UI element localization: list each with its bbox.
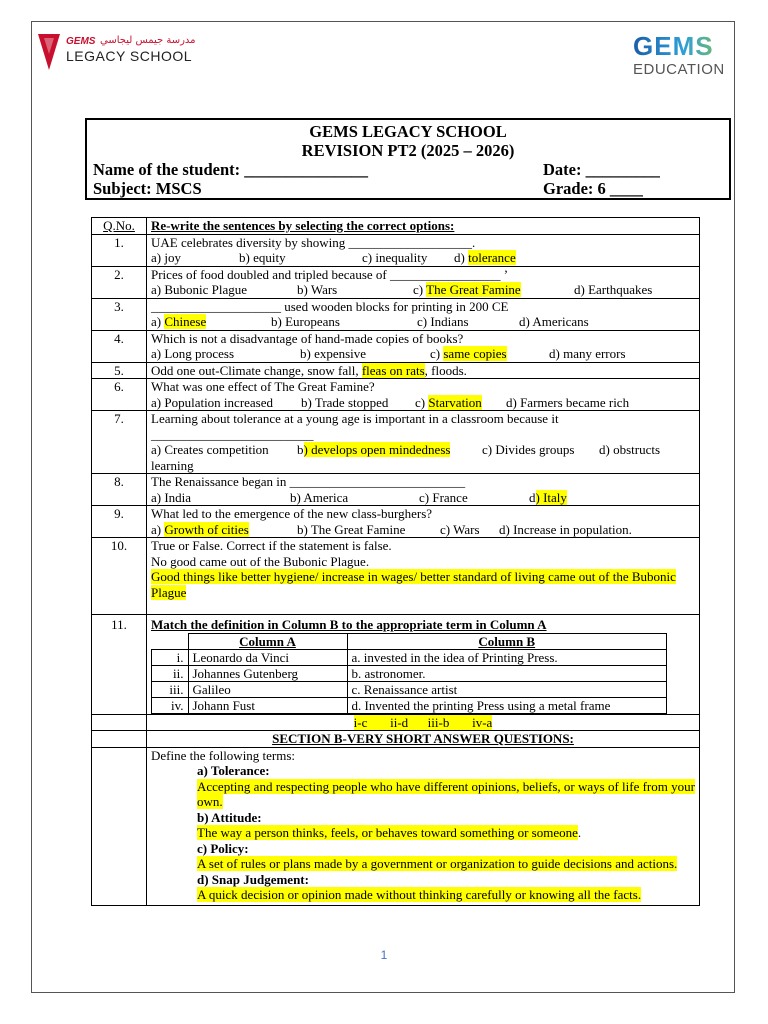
section-b-heading: SECTION B-VERY SHORT ANSWER QUESTIONS:	[147, 731, 700, 748]
revision-title: REVISION PT2 (2025 – 2026)	[301, 141, 515, 160]
question-row-5	[92, 362, 700, 379]
question-row-3	[92, 298, 700, 330]
options-row	[151, 490, 695, 506]
option-d: d) Earthquakes	[574, 282, 653, 297]
option-d: d) many errors	[549, 346, 626, 361]
definition-attitude: The way a person thinks, feels, or behaves toward something or someone.	[197, 825, 582, 840]
question-text: What led to the emergence of the new class-burghers?	[151, 506, 433, 521]
question-number: 8.	[92, 474, 147, 506]
options-row	[151, 346, 695, 362]
question-text: Prices of food doubled and tripled because of _________________ ’	[151, 266, 509, 282]
option-a: a) joy	[151, 250, 181, 265]
match-row: ii. Johannes Gutenberg b. astronomer.	[152, 665, 667, 681]
option-a: a) Growth of cities	[151, 521, 249, 537]
logo-triangle-icon	[38, 34, 60, 70]
option-b: b) Wars	[297, 282, 338, 297]
question-text: Learning about tolerance at a young age is important in a classroom because it	[151, 411, 559, 426]
question-number: 5.	[92, 362, 147, 379]
question-number: 3.	[92, 298, 147, 330]
date-label: Date: _________	[543, 160, 660, 179]
column-a-header: Column A	[188, 633, 347, 649]
question-row-4	[92, 330, 700, 362]
option-a: a) India	[151, 489, 192, 505]
match-title: Match the definition in Column B to the appropriate term in Column A	[151, 617, 547, 632]
legacy-school-logo	[38, 32, 198, 72]
question-text: What was one effect of The Great Famine?	[151, 379, 375, 394]
page-number: 1	[380, 948, 388, 962]
option-b: b) America	[290, 489, 349, 505]
definitions-row	[92, 747, 700, 905]
option-c: c) France	[419, 489, 468, 505]
match-header-row	[152, 633, 667, 649]
question-number: 10.	[92, 538, 147, 615]
question-number: 11.	[92, 615, 147, 715]
option-b: b) expensive	[300, 346, 367, 361]
option-d: d) Increase in population.	[499, 521, 632, 537]
option-a: a) Long process	[151, 346, 235, 361]
options-row	[151, 282, 695, 298]
answer-blank: _________________________	[151, 426, 314, 442]
define-intro: Define the following terms:	[151, 747, 296, 763]
option-c: c) Divides groups	[482, 442, 575, 457]
question-row-6	[92, 379, 700, 411]
question-number: 7.	[92, 411, 147, 474]
question-row-10	[92, 538, 700, 615]
option-b: b) equity	[239, 250, 286, 265]
options-row	[151, 442, 695, 458]
gems-education-logo	[633, 33, 733, 83]
question-number: 2.	[92, 266, 147, 298]
option-continuation: learning	[151, 457, 194, 473]
question-row-7	[92, 411, 700, 474]
term-snap-judgement: d) Snap Judgement:	[197, 871, 309, 887]
option-b: b) Europeans	[271, 314, 340, 329]
option-b: b) The Great Famine	[297, 521, 406, 537]
question-row-2	[92, 266, 700, 298]
statement-text: No good came out of the Bubonic Plague.	[151, 553, 370, 569]
question-number: 4.	[92, 330, 147, 362]
question-table	[91, 217, 700, 906]
education-text: EDUCATION	[633, 61, 725, 78]
logo-school-text: LEGACY SCHOOL	[66, 48, 193, 64]
option-d: d) tolerance	[454, 250, 516, 265]
match-answer: i-c ii-d iii-b iv-a	[147, 714, 700, 731]
subject-label: Subject: MSCS	[93, 179, 202, 198]
option-d: d) Americans	[519, 314, 589, 329]
match-row: iv. Johann Fust d. Invented the printing Press using a metal frame	[152, 697, 667, 713]
match-table	[151, 633, 667, 714]
term-policy: c) Policy:	[197, 840, 249, 856]
question-text: The Renaissance began in ___________________________	[151, 474, 466, 489]
option-c: c) same copies	[430, 346, 507, 361]
option-a: a) Bubonic Plague	[151, 282, 248, 297]
option-c: c) inequality	[362, 250, 428, 265]
question-number: 9.	[92, 506, 147, 538]
option-c: c) Wars	[440, 521, 480, 537]
logo-arabic-text: مدرسة جيمس ليجاسي	[100, 35, 196, 46]
term-tolerance: a) Tolerance:	[197, 763, 270, 778]
option-c: c) Indians	[417, 314, 469, 329]
option-d: d) Italy	[529, 489, 567, 505]
question-text: Which is not a disadvantage of hand-made copies of books?	[151, 330, 464, 346]
term-attitude: b) Attitude:	[197, 809, 262, 825]
qno-header: Q.No.	[92, 218, 147, 235]
question-number: 6.	[92, 379, 147, 411]
definition-policy: A set of rules or plans made by a government or organization to guide decisions and actions.	[197, 856, 678, 871]
match-row: i. Leonardo da Vinci a. invested in the idea of Printing Press.	[152, 649, 667, 665]
school-name: GEMS LEGACY SCHOOL	[309, 122, 507, 141]
option-c: c) The Great Famine	[413, 282, 521, 297]
table-header-row	[92, 218, 700, 235]
answer-text: Good things like better hygiene/ increase in wages/ better standard of living came out of the Bubonic Plague	[151, 569, 676, 600]
question-text: ____________________ used wooden blocks for printing in 200 CE	[151, 298, 509, 314]
definition-snap-judgement: A quick decision or opinion made without thinking carefully or knowing all the facts.	[197, 887, 642, 902]
student-name-label: Name of the student: _______________	[93, 160, 368, 179]
gems-brand-text: GEMS	[633, 33, 733, 59]
option-a: a) Chinese	[151, 314, 207, 329]
question-number: 1.	[92, 234, 147, 266]
question-row-11	[92, 615, 700, 715]
match-answer-row	[92, 714, 700, 731]
column-b-header: Column B	[347, 633, 667, 649]
options-row	[151, 395, 695, 411]
definition-tolerance: Accepting and respecting people who have different opinions, beliefs, or ways of life from your own.	[197, 778, 695, 809]
options-row	[151, 522, 695, 538]
question-text: True or False. Correct if the statement is false.	[151, 538, 392, 553]
question-text: Odd one out-Climate change, snow fall, fleas on rats, floods.	[147, 362, 700, 379]
options-row	[151, 250, 695, 266]
question-text: UAE celebrates diversity by showing ___________________.	[151, 234, 476, 250]
match-row: iii. Galileo c. Renaissance artist	[152, 681, 667, 697]
question-row-9	[92, 506, 700, 538]
option-b: b) Trade stopped	[301, 394, 389, 410]
option-a: a) Population increased	[151, 394, 274, 410]
grade-label: Grade: 6 ____	[543, 179, 643, 198]
option-d: d) obstructs	[599, 442, 661, 457]
logo-gems-text: GEMS	[66, 36, 96, 47]
question-row-1	[92, 234, 700, 266]
question-row-8	[92, 474, 700, 506]
options-row	[151, 314, 695, 330]
section-b-row	[92, 731, 700, 748]
instruction-text: Re-write the sentences by selecting the correct options:	[147, 218, 700, 235]
option-c: c) Starvation	[415, 394, 482, 410]
option-b: b) develops open mindedness	[297, 442, 451, 457]
header-box	[85, 118, 731, 200]
option-d: d) Farmers became rich	[506, 394, 630, 410]
option-a: a) Creates competition	[151, 442, 269, 457]
